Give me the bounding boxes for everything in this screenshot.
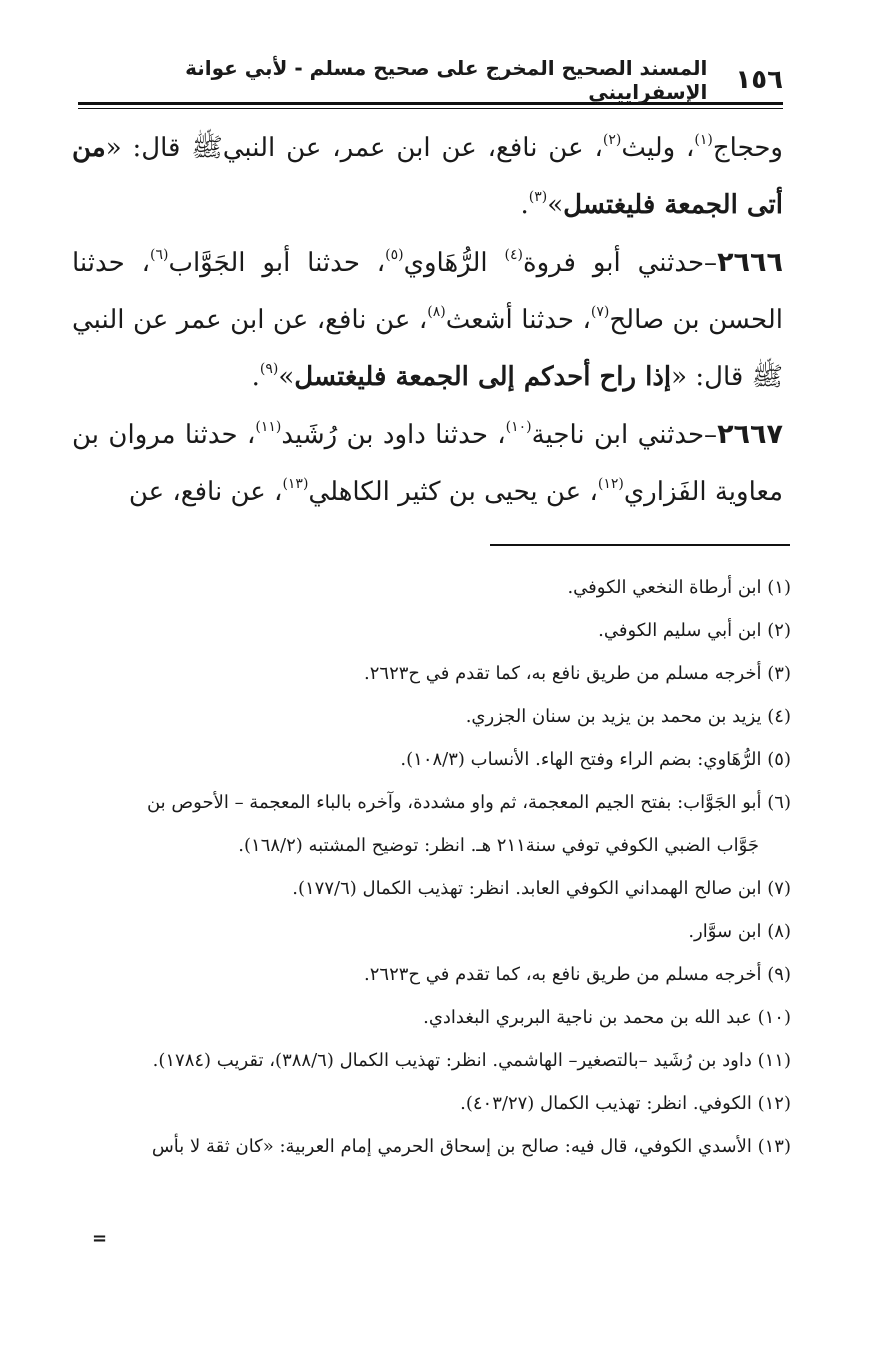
page-number: ١٥٦ [735,65,783,95]
footnotes [80,566,791,1168]
footnote-13: (١٣) الأسدي الكوفي، قال فيه: صالح بن إسحاق الحرمي إمام العربية: «كان ثقة لا بأس [151,1136,791,1157]
continuation-mark: = [92,1228,108,1249]
footnote-ref: (٧) [590,304,610,320]
footnote-ref: (١٣) [282,476,309,492]
footnote-separator [490,544,790,546]
footnote-3: (٣) أخرجه مسلم من طريق نافع به، كما تقدم في ح٢٦٢٣. [364,663,791,684]
footnote-ref: (٥) [385,247,404,263]
footnote-6-continuation: جَوَّاب الضبي الكوفي توفي سنة٢١١ هـ. انظر: توضيح المشتبه (١٦٨/٢). [238,835,759,856]
hadith-2667: ٢٦٦٧–حدثني ابن ناجية$^{(١٠)}$، حدثنا داود بن رُشَيد$^{(١١)}$، حدثنا مروان بن معاوية الفَزاري$^{(١٢)}$، عن يحيى بن كثير الكاهلي$^{(١٣)}$، عن نافع، عن [72,419,783,507]
footnote-ref: (١٠) [505,419,532,435]
footnote-ref: (٤) [504,247,523,263]
footnote-7: (٧) ابن صالح الهمداني الكوفي العابد. انظر: تهذيب الكمال (١٧٧/٦). [292,878,791,899]
footnote-ref: (٨) [427,304,446,320]
footnote-4: (٤) يزيد بن محمد بن يزيد بن سنان الجزري. [465,706,791,727]
footnote-ref: (٩) [259,361,279,377]
footnote-ref: (٣) [528,189,548,205]
hadith-number: ٢٦٦٦ [717,247,783,278]
footnote-ref: (١٢) [597,476,624,492]
footnote-2: (٢) ابن أبي سليم الكوفي. [598,620,791,641]
hadith-text: إذا راح أحدكم إلى الجمعة فليغتسل [294,362,672,392]
footnote-8: (٨) ابن سوَّار. [688,921,791,942]
footnote-12: (١٢) الكوفي. انظر: تهذيب الكمال (٤٠٣/٢٧). [460,1093,791,1114]
footnote-10: (١٠) عبد الله بن محمد بن ناجية البربري البغدادي. [423,1007,791,1028]
footnote-ref: (١١) [255,419,282,435]
footnote-5: (٥) الرُّهَاوي: بضم الراء وفتح الهاء. الأنساب (١٠٨/٣). [400,749,791,770]
footnote-6: (٦) أبو الجَوَّاب: بفتح الجيم المعجمة، ثم واو مشددة، وآخره بالباء المعجمة – الأحوص بن [146,792,791,813]
footnote-9: (٩) أخرجه مسلم من طريق نافع به، كما تقدم في ح٢٦٢٣. [364,964,791,985]
running-title: المسند الصحيح المخرج على صحيح مسلم - لأبي عوانة الإسفراييني [185,56,708,104]
footnote-ref: (١) [694,132,713,148]
hadith-paragraph-continuation: وحجاج$^{(١)}$، وليث$^{(٢)}$، عن نافع، عن ابن عمر، عن النبيﷺ قال: «من أتى الجمعة فليغتسل»$^{(٣)}$. [72,132,783,220]
footnote-1: (١) ابن أرطاة النخعي الكوفي. [567,577,791,598]
footnote-11: (١١) داود بن رُشَيد –بالتصغير– الهاشمي. انظر: تهذيب الكمال (٣٨٨/٦)، تقريب (١٧٨٤). [152,1050,791,1071]
footnote-ref: (٦) [150,247,169,263]
hadith-2666: ٢٦٦٦–حدثني أبو فروة$^{(٤)}$ الرُّهَاوي$^{(٥)}$، حدثنا أبو الجَوَّاب$^{(٦)}$، حدثنا الحسن بن صالح$^{(٧)}$، حدثنا أشعث$^{(٨)}$، عن نافع، عن ابن عمر عن النبي ﷺ قال: «إذا راح أحدكم إلى الجمعة فليغتسل»$^{(٩)}$. [72,247,783,392]
footnote-ref: (٢) [602,132,622,148]
page-header [78,58,783,105]
main-text [72,120,783,521]
hadith-number: ٢٦٦٧ [717,419,783,450]
header-rule [78,108,783,109]
hadith-text: من أتى الجمعة فليغتسل [72,133,783,220]
